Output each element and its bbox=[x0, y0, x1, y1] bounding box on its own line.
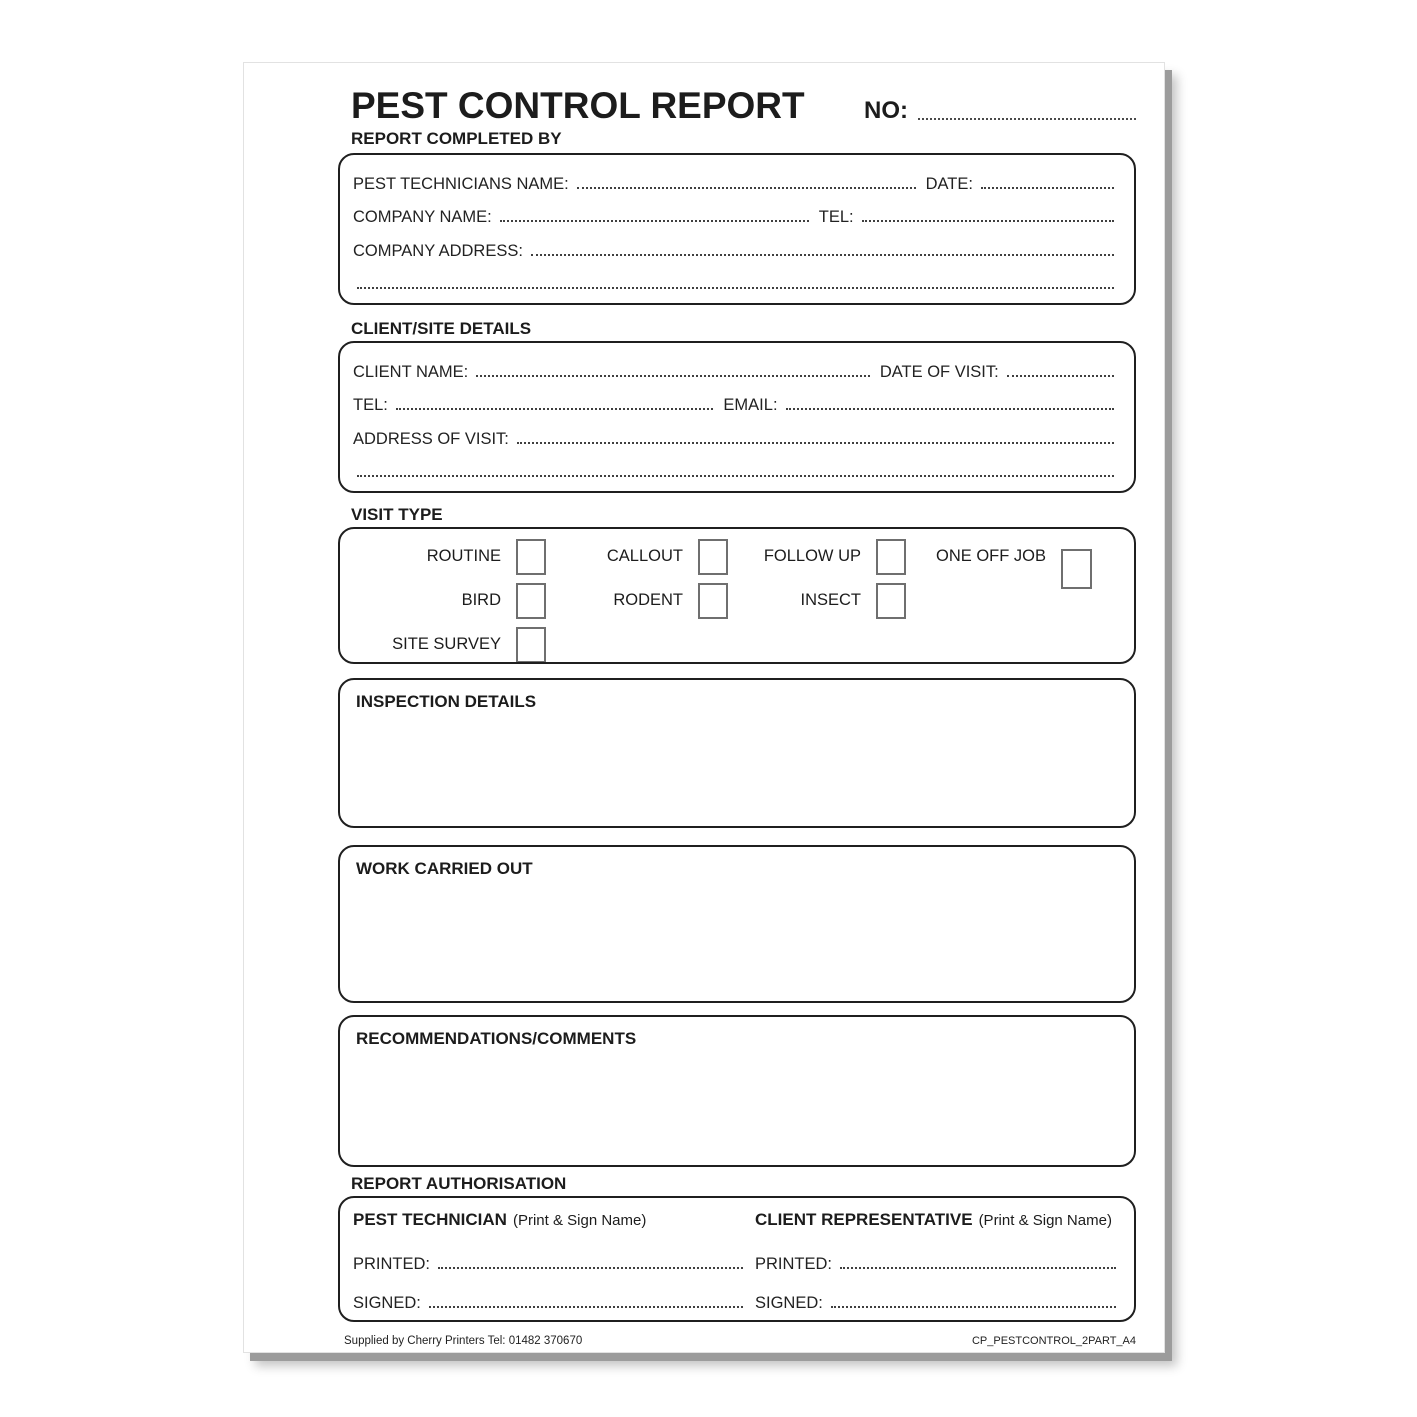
visit-option-bird bbox=[348, 582, 546, 619]
client-representative-title: CLIENT REPRESENTATIVE bbox=[755, 1210, 973, 1229]
representative-printed-label: PRINTED: bbox=[755, 1255, 833, 1274]
address-of-visit-label: ADDRESS OF VISIT: bbox=[353, 429, 509, 448]
one-off-job-checkbox[interactable] bbox=[1061, 549, 1092, 589]
company-tel-field[interactable] bbox=[862, 220, 1114, 222]
address-of-visit-field[interactable] bbox=[517, 442, 1114, 444]
address-of-visit-continuation-field[interactable] bbox=[357, 475, 1114, 477]
visit-option-insect bbox=[728, 582, 906, 619]
callout-label: CALLOUT bbox=[606, 547, 683, 565]
report-number-label: NO: bbox=[864, 97, 908, 124]
company-tel-label: TEL: bbox=[818, 208, 854, 227]
representative-signed-label: SIGNED: bbox=[755, 1294, 823, 1313]
site-survey-checkbox[interactable] bbox=[516, 627, 546, 663]
footer bbox=[344, 1331, 1136, 1347]
technician-signed-field[interactable] bbox=[429, 1306, 743, 1308]
bird-checkbox[interactable] bbox=[516, 583, 546, 619]
client-tel-field[interactable] bbox=[396, 408, 714, 410]
inspection-details-area[interactable] bbox=[356, 712, 1118, 810]
bird-label: BIRD bbox=[461, 591, 501, 609]
routine-label: ROUTINE bbox=[426, 547, 501, 565]
field-row bbox=[353, 163, 1116, 195]
insect-checkbox[interactable] bbox=[876, 583, 906, 619]
client-email-label: EMAIL: bbox=[723, 396, 778, 415]
date-of-visit-field[interactable] bbox=[1007, 375, 1114, 377]
field-row bbox=[353, 1275, 745, 1314]
field-row bbox=[353, 351, 1116, 383]
client-tel-label: TEL: bbox=[353, 396, 388, 415]
supplier-credit: Supplied by Cherry Printers Tel: 01482 370670 bbox=[344, 1335, 583, 1347]
recommendations-area[interactable] bbox=[356, 1049, 1118, 1149]
date-field[interactable] bbox=[981, 187, 1114, 189]
date-label: DATE: bbox=[925, 174, 973, 193]
section-header-visit-type: VISIT TYPE bbox=[351, 505, 443, 524]
pest-technician-subtitle: (Print & Sign Name) bbox=[512, 1212, 647, 1229]
report-number-field[interactable] bbox=[918, 100, 1136, 120]
one-off-job-label: ONE OFF JOB bbox=[936, 547, 1047, 565]
form-code: CP_PESTCONTROL_2PART_A4 bbox=[971, 1335, 1136, 1347]
representative-printed-field[interactable] bbox=[840, 1267, 1116, 1269]
section-header-report-completed-by: REPORT COMPLETED BY bbox=[351, 129, 562, 148]
section-header-client-site-details: CLIENT/SITE DETAILS bbox=[351, 319, 532, 338]
representative-signed-field[interactable] bbox=[831, 1306, 1116, 1308]
company-address-label: COMPANY ADDRESS: bbox=[353, 241, 523, 260]
field-row bbox=[353, 418, 1116, 450]
follow-up-label: FOLLOW UP bbox=[763, 547, 861, 565]
field-row bbox=[353, 263, 1116, 295]
pest-technicians-name-field[interactable] bbox=[577, 187, 916, 189]
client-name-field[interactable] bbox=[476, 375, 870, 377]
pest-technician-title: PEST TECHNICIAN bbox=[353, 1210, 507, 1229]
field-row bbox=[353, 230, 1116, 262]
form-content bbox=[244, 63, 1164, 1352]
company-name-label: COMPANY NAME: bbox=[353, 208, 492, 227]
page-title: PEST CONTROL REPORT bbox=[351, 85, 805, 126]
report-completed-by-box bbox=[338, 153, 1136, 305]
recommendations-header: RECOMMENDATIONS/COMMENTS bbox=[356, 1029, 637, 1048]
field-row bbox=[755, 1275, 1118, 1314]
work-carried-out-header: WORK CARRIED OUT bbox=[356, 859, 533, 878]
work-carried-out-box bbox=[338, 845, 1136, 1003]
report-authorisation-box bbox=[338, 1196, 1136, 1322]
visit-option-rodent bbox=[546, 582, 728, 619]
report-number-block bbox=[864, 99, 1136, 123]
pest-technician-column bbox=[353, 1210, 745, 1316]
company-address-continuation-field[interactable] bbox=[357, 287, 1114, 289]
follow-up-checkbox[interactable] bbox=[876, 539, 906, 575]
visit-option-site-survey bbox=[348, 626, 546, 663]
visit-option-follow-up bbox=[728, 538, 906, 575]
visit-option-routine bbox=[348, 538, 546, 575]
visit-type-box bbox=[338, 527, 1136, 664]
insect-label: INSECT bbox=[800, 591, 861, 609]
technician-printed-field[interactable] bbox=[438, 1267, 743, 1269]
visit-option-callout bbox=[546, 538, 728, 575]
field-row bbox=[755, 1236, 1118, 1275]
site-survey-label: SITE SURVEY bbox=[392, 635, 501, 653]
technician-signed-label: SIGNED: bbox=[353, 1294, 421, 1313]
client-email-field[interactable] bbox=[786, 408, 1114, 410]
rodent-checkbox[interactable] bbox=[698, 583, 728, 619]
work-carried-out-area[interactable] bbox=[356, 879, 1118, 985]
company-name-field[interactable] bbox=[500, 220, 809, 222]
client-name-label: CLIENT NAME: bbox=[353, 362, 469, 381]
inspection-details-box bbox=[338, 678, 1136, 828]
field-row bbox=[353, 384, 1116, 416]
field-row bbox=[353, 196, 1116, 228]
title-row bbox=[351, 87, 1136, 129]
routine-checkbox[interactable] bbox=[516, 539, 546, 575]
technician-printed-label: PRINTED: bbox=[353, 1255, 431, 1274]
callout-checkbox[interactable] bbox=[698, 539, 728, 575]
client-representative-subtitle: (Print & Sign Name) bbox=[978, 1212, 1112, 1229]
visit-option-one-off-job bbox=[906, 538, 1116, 575]
pest-technicians-name-label: PEST TECHNICIANS NAME: bbox=[353, 174, 569, 193]
paper-form-page bbox=[243, 62, 1165, 1353]
inspection-details-header: INSPECTION DETAILS bbox=[356, 692, 537, 711]
section-header-report-authorisation: REPORT AUTHORISATION bbox=[351, 1174, 567, 1193]
field-row bbox=[353, 1236, 745, 1275]
client-representative-column bbox=[755, 1210, 1118, 1316]
client-site-details-box bbox=[338, 341, 1136, 493]
field-row bbox=[353, 451, 1116, 483]
date-of-visit-label: DATE OF VISIT: bbox=[879, 362, 999, 381]
rodent-label: RODENT bbox=[613, 591, 683, 609]
recommendations-box bbox=[338, 1015, 1136, 1167]
company-address-field[interactable] bbox=[531, 254, 1114, 256]
